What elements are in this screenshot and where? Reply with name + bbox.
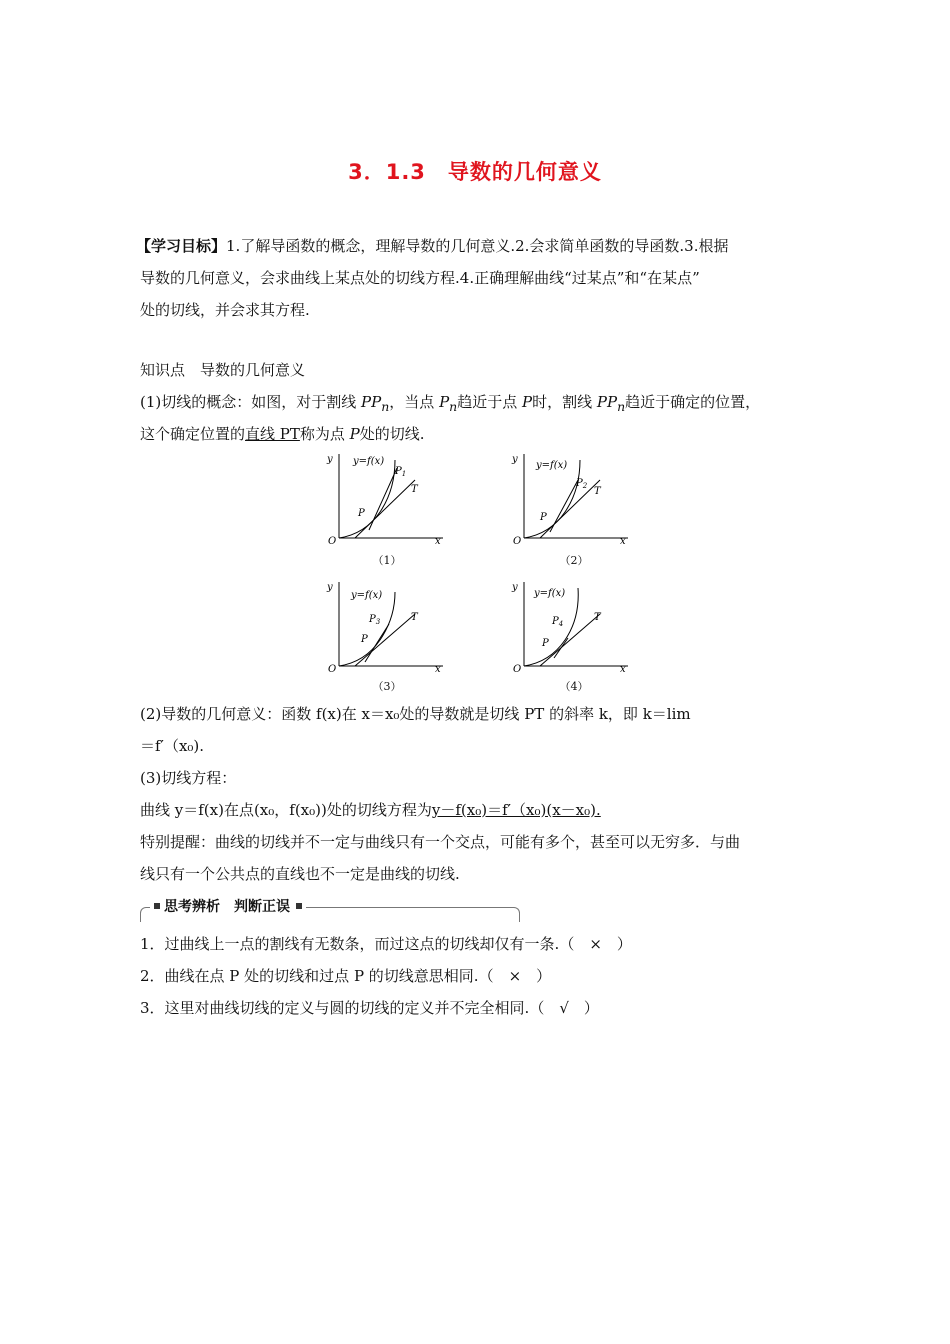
tangent-equation-heading: (3)切线方程： (140, 769, 237, 787)
origin-label: O (513, 664, 522, 673)
origin-label: O (328, 536, 337, 545)
function-label: y=f(x) (536, 460, 568, 471)
t-label: T (594, 486, 601, 497)
goals-line-3: 处的切线，并会求其方程. (140, 301, 310, 319)
pn-label: $P_2$ (576, 478, 588, 490)
t-label: T (411, 612, 418, 623)
pn-label: $P_3$ (369, 614, 381, 626)
think-box-header (140, 897, 520, 919)
origin-label: O (328, 664, 337, 673)
figure-caption: （4） (559, 680, 589, 693)
pn-label: $P_1$ (395, 466, 407, 478)
note-line-2: 线只有一个公共点的直线也不一定是曲线的切线. (140, 865, 460, 883)
box-title: 思考辨析 判断正误 (164, 899, 290, 915)
axis-x-label: x (435, 664, 441, 673)
p-label: P (358, 508, 365, 519)
axis-x-label: x (620, 664, 626, 673)
function-label: y=f(x) (351, 590, 383, 601)
p-label: P (361, 634, 368, 645)
p-label: P (542, 638, 549, 649)
page-title: 3．1.3 导数的几何意义 (348, 160, 602, 184)
note-line-1: 特别提醒：曲线的切线并不一定与曲线只有一个交点，可能有多个，甚至可以无穷多．与曲 (140, 833, 741, 851)
derivative-meaning-line-2: ＝f′（x₀). (140, 737, 205, 755)
figure-caption: （3） (372, 680, 402, 693)
function-label: y=f(x) (353, 456, 385, 467)
tangent-concept-line-2: 这个确定位置的直线 PT称为点 P处的切线. (140, 425, 425, 443)
axis-x-label: x (435, 536, 441, 545)
line-pt-underlined: 直线 PT (245, 425, 300, 443)
figure-2 (510, 450, 630, 567)
tangent-equation-underlined: y－f(x₀)＝f′（x₀)(x－x₀). (431, 801, 601, 819)
t-label: T (411, 484, 418, 495)
knowledge-heading: 知识点 导数的几何意义 (140, 361, 306, 379)
goals-label: 【学习目标】 (136, 237, 227, 255)
derivative-meaning-line-1: (2)导数的几何意义：函数 f(x)在 x＝x₀处的导数就是切线 PT 的斜率 k，即 k＝lim (140, 705, 691, 723)
tangent-concept-line-1: (1)切线的概念：如图，对于割线 $PP_n$，当点 $P_n$趋近于点 P时，割线 $PP_n$趋近于确定的位置， (140, 393, 761, 414)
square-bullet-icon (296, 903, 302, 909)
origin-label: O (513, 536, 522, 545)
tangent-equation-line: 曲线 y＝f(x)在点(x₀，f(x₀))处的切线方程为y－f(x₀)＝f′（x₀)(x－x₀). (140, 801, 601, 819)
judgement-3: 3．这里对曲线切线的定义与圆的切线的定义并不完全相同.（ √ ） (140, 999, 599, 1017)
figure-1 (325, 450, 445, 567)
figure-caption: （1） (372, 554, 402, 567)
goals-text-1: 1.了解导函数的概念，理解导数的几何意义.2.会求简单函数的导函数.3.根据 (226, 237, 729, 255)
figure-caption: （2） (559, 554, 589, 567)
figure-4 (510, 578, 630, 693)
function-label: y=f(x) (534, 588, 566, 599)
goals-line-2: 导数的几何意义，会求曲线上某点处的切线方程.4.正确理解曲线“过某点”和“在某点” (140, 269, 700, 287)
axis-y-label: y (327, 454, 333, 465)
pn-label: $P_4$ (552, 616, 564, 628)
p-label: P (540, 512, 547, 523)
t-label: T (594, 612, 601, 623)
square-bullet-icon (154, 903, 160, 909)
axis-y-label: y (512, 582, 518, 593)
axis-y-label: y (327, 582, 333, 593)
axis-y-label: y (512, 454, 518, 465)
goals-line-1 (136, 236, 820, 256)
figure-3 (325, 578, 445, 693)
judgement-1: 1．过曲线上一点的割线有无数条，而过这点的切线却仅有一条.（ × ） (140, 935, 632, 953)
judgement-2: 2．曲线在点 P 处的切线和过点 P 的切线意思相同.（ × ） (140, 967, 552, 985)
axis-x-label: x (620, 536, 626, 545)
